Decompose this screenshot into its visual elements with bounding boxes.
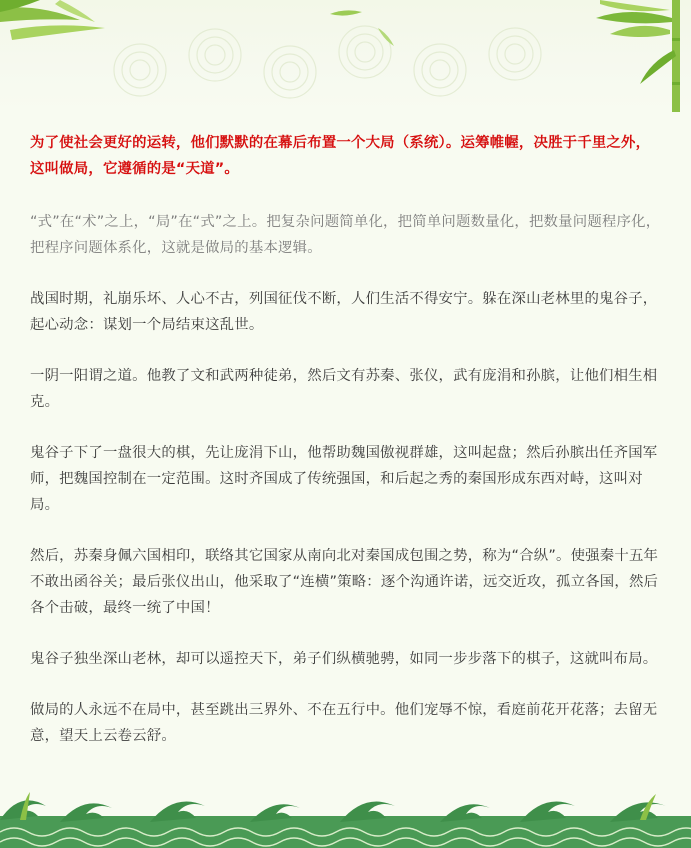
header-decoration <box>0 0 691 112</box>
paragraph-chess-game: 鬼谷子下了一盘很大的棋，先让庞涓下山，他帮助魏国傲视群雄，这叫起盘；然后孙膑出任齐国军师，把魏国控制在一定范围。这时齐国成了传统强国，和后起之秀的秦国形成东西对峙，这叫对局。 <box>30 445 658 513</box>
paragraph-buju: 鬼谷子独坐深山老林，却可以遥控天下，弟子们纵横驰骋，如同一步步落下的棋子，这就叫布局。 <box>30 651 658 667</box>
paragraph-zuoju: 做局的人永远不在局中，甚至跳出三界外、不在五行中。他们宠辱不惊，看庭前花开花落；去留无意，望天上云卷云舒。 <box>30 702 658 744</box>
footer-decoration <box>0 786 691 848</box>
paragraph-warring-states: 战国时期，礼崩乐坏、人心不古，列国征伐不断，人们生活不得安宁。躲在深山老林里的鬼谷子，起心动念：谋划一个局结束这乱世。 <box>30 291 658 333</box>
wave-pattern-icon <box>0 786 691 848</box>
paragraph-hezong-lianheng: 然后，苏秦身佩六国相印，联络其它国家从南向北对秦国成包围之势，称为“合纵”。使强秦十五年不敢出函谷关；最后张仪出山，他采取了“连横”策略：逐个沟通许诺，远交近攻，孤立各国，然后各个击破，最终一统了中国！ <box>30 548 659 616</box>
paragraph-yin-yang: 一阴一阳谓之道。他教了文和武两种徒弟，然后文有苏秦、张仪，武有庞涓和孙膑，让他们相生相克。 <box>30 368 658 410</box>
lead-paragraph: 为了使社会更好的运转，他们默默的在幕后布置一个大局（系统）。运筹帷幄，决胜于千里之外，这叫做局，它遵循的是“天道”。 <box>30 135 651 177</box>
paragraph-shi-shu-ju: “式”在“术”之上，“局”在“式”之上。把复杂问题简单化，把简单问题数量化，把数量问题程序化，把程序问题体系化，这就是做局的基本逻辑。 <box>30 214 661 256</box>
article-body <box>30 130 662 774</box>
bamboo-leaves-icon <box>0 0 691 112</box>
